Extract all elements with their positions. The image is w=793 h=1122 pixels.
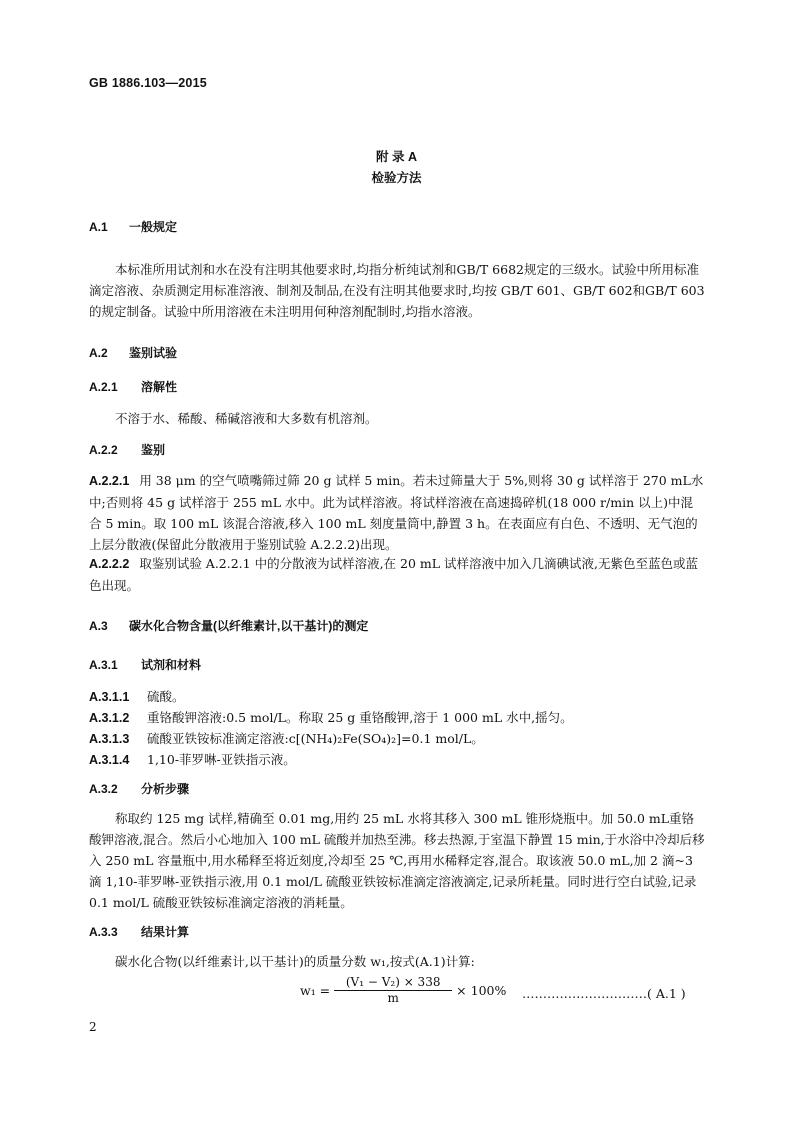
section-heading-a22 [89, 441, 165, 458]
formula-denominator: m [387, 991, 399, 1005]
section-title: 一般规定 [129, 220, 178, 234]
section-number: A.3.3 [89, 925, 118, 939]
section-number: A.2.1 [89, 380, 118, 394]
list-item [89, 708, 573, 726]
section-number: A.3.1 [89, 658, 118, 672]
list-item [89, 687, 185, 705]
section-title: 碳水化合物含量(以纤维素计,以干基计)的测定 [129, 619, 369, 633]
paragraph-a222 [89, 553, 705, 596]
item-number: A.3.1.2 [89, 711, 130, 725]
item-number: A.3.1.4 [89, 753, 130, 767]
item-text: 1,10-菲罗啉-亚铁指示液。 [147, 752, 296, 767]
item-text: 取鉴别试验 A.2.2.1 中的分散液为试样溶液,在 20 mL 试样溶液中加入几滴碘试液,无紫色至蓝色或蓝色出现。 [89, 556, 698, 593]
formula-a1 [300, 975, 506, 1006]
section-title: 分析步骤 [141, 782, 190, 796]
section-title: 鉴别 [141, 443, 166, 457]
section-title: 试剂和材料 [141, 658, 202, 672]
section-number: A.2 [89, 346, 108, 360]
section-heading-a32 [89, 780, 189, 797]
item-number: A.3.1.3 [89, 732, 130, 746]
paragraph-a21: 不溶于水、稀酸、稀碱溶液和大多数有机溶剂。 [115, 411, 378, 426]
section-heading-a3 [89, 617, 368, 634]
section-heading-a21 [89, 378, 177, 395]
formula-fraction [334, 975, 452, 1006]
list-item [89, 750, 296, 768]
page-number: 2 [89, 1020, 97, 1034]
section-title: 鉴别试验 [129, 346, 178, 360]
section-heading-a33 [89, 923, 189, 940]
item-number: A.3.1.1 [89, 690, 130, 704]
paragraph-a1: 本标准所用试剂和水在没有注明其他要求时,均指分析纯试剂和GB/T 6682规定的三级水。试验中所用标准滴定溶液、杂质测定用标准溶液、制剂及制品,在没有注明其他要求时,均按 GB/T 601、GB/T 602和GB/T 603的规定制备。试验中所用溶液在未注明用何种溶剂配制时,均指水溶液。 [89, 262, 705, 319]
appendix-label: 附 录 A [376, 150, 417, 164]
section-number: A.2.2 [89, 443, 118, 457]
list-item [89, 729, 484, 747]
section-title: 溶解性 [141, 380, 178, 394]
paragraph-a32: 称取约 125 mg 试样,精确至 0.01 mg,用约 25 mL 水将其移入 300 mL 锥形烧瓶中。加 50.0 mL重铬酸钾溶液,混合。然后小心地加入 100 mL 硫酸并加热至沸。移去热源,于室温下静置 15 min,于水浴中冷却后移入 250 mL 容量瓶中,用水稀释至将近刻度,冷却至 25 ℃,再用水稀释定容,混合。取该液 50.0 mL,加 2 滴~3 滴 1,10-菲罗啉-亚铁指示液,用 0.1 mol/L 硫酸亚铁铵标准滴定溶液滴定,记录所耗量。同时进行空白试验,记录 0.1 mol/L 硫酸亚铁铵标准滴定溶液的消耗量。 [89, 811, 705, 910]
paragraph-a33: 碳水化合物(以纤维素计,以干基计)的质量分数 w₁,按式(A.1)计算: [115, 954, 475, 969]
formula-numerator: (V₁ − V₂) × 338 [345, 975, 441, 989]
formula-rhs: × 100% [456, 983, 507, 998]
item-text: 硫酸。 [147, 689, 185, 704]
item-number: A.2.2.1 [89, 474, 130, 488]
paragraph-a221 [89, 470, 705, 555]
section-number: A.3 [89, 619, 108, 633]
formula-lhs: w₁ = [300, 983, 331, 998]
appendix-title: 检验方法 [371, 171, 422, 185]
section-title: 结果计算 [141, 925, 190, 939]
standard-number: GB 1886.103—2015 [89, 76, 207, 90]
section-number: A.1 [89, 220, 108, 234]
section-heading-a2 [89, 344, 177, 361]
item-text: 用 38 μm 的空气喷嘴筛过筛 20 g 试样 5 min。若未过筛量大于 5%,则将 30 g 试样溶于 270 mL水中;否则将 45 g 试样溶于 255 mL 水中。此为试样溶液。将试样溶液在高速捣碎机(18 000 r/min 以上)中混合 5 min。取 100 mL 该混合溶液,移入 100 mL 刻度量筒中,静置 3 h。在表面应有白色、不透明、无气泡的上层分散液(保留此分散液用于鉴别试验 A.2.2.2)出现。 [89, 473, 704, 552]
section-number: A.3.2 [89, 782, 118, 796]
item-number: A.2.2.2 [89, 557, 130, 571]
item-text: 重铬酸钾溶液:0.5 mol/L。称取 25 g 重铬酸钾,溶于 1 000 mL 水中,摇匀。 [147, 710, 573, 725]
item-text: 硫酸亚铁铵标准滴定溶液:c[(NH₄)₂Fe(SO₄)₂]=0.1 mol/L。 [147, 731, 484, 746]
section-heading-a1 [89, 218, 177, 235]
equation-label: …………………………( A.1 ) [522, 986, 686, 1001]
section-heading-a31 [89, 656, 201, 673]
